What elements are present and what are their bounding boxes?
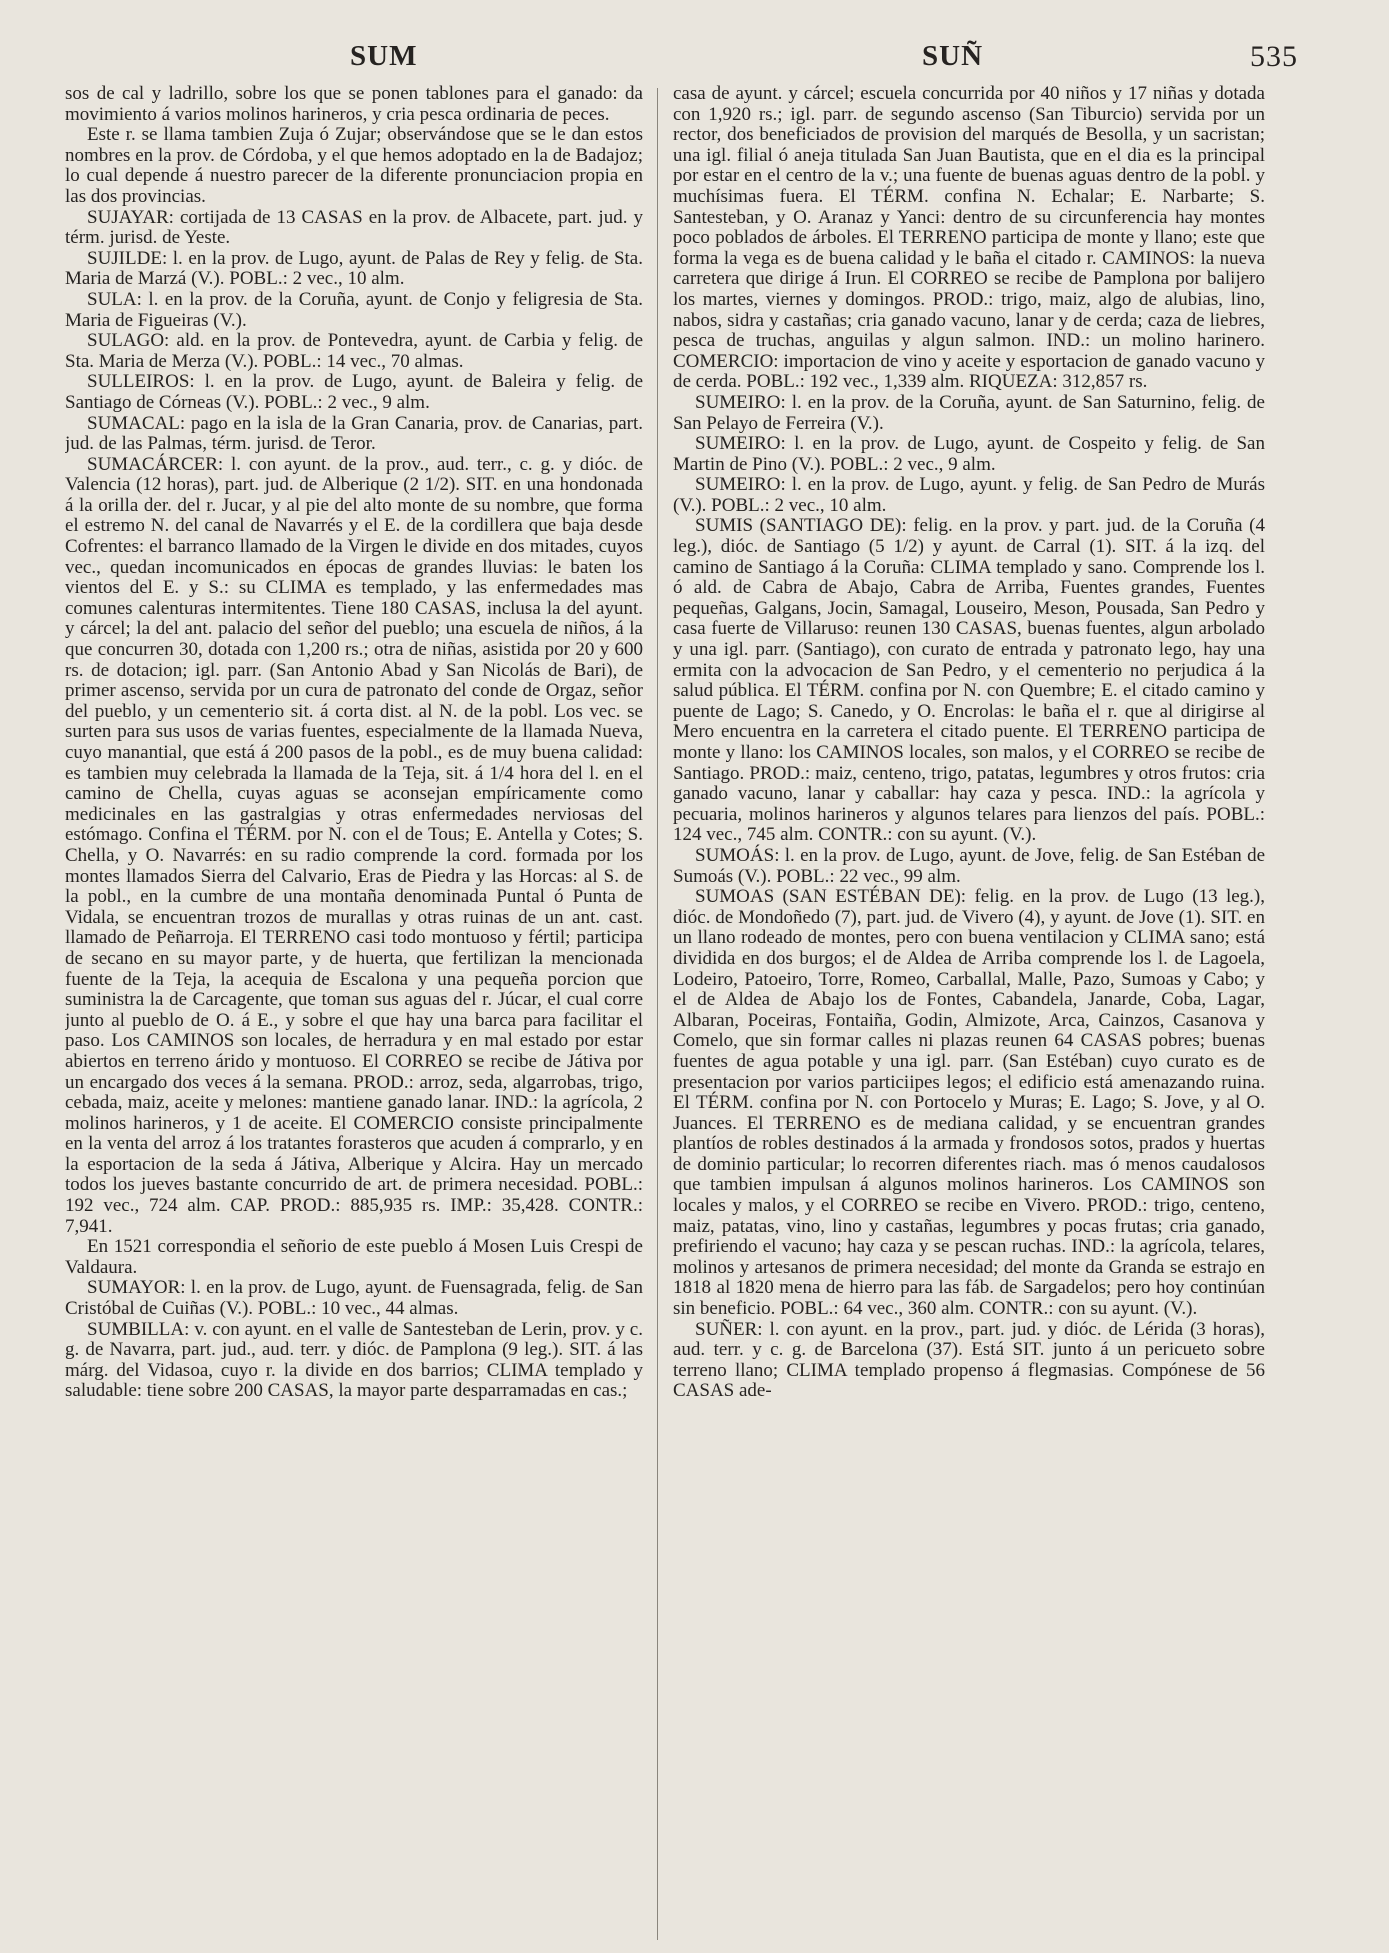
entry-paragraph: SUMOAS (SAN ESTÉBAN DE): felig. en la prov. de Lugo (13 leg.), dióc. de Mondoñedo (7), part. jud. de Vivero (4), y ayunt. de Jove (1). SIT. en un llano rodeado de montes, pero con buena ventilacion y CLIMA sano; está dividida en dos burgos; el de Aldea de Arriba comprende los l. de Lagoela, Lodeiro, Patoeiro, Torre, Romeo, Carballal, Malle, Pazo, Sumoas y Cabo; y el de Aldea de Abajo los de Fontes, Cabandela, Janarde, Coba, Lagar, Albaran, Poceiras, Fontaiña, Godin, Almizote, Arca, Cainzos, Casanova y Comelo, que sin formar calles ni plazas reunen 64 CASAS pobres; buenas fuentes de agua potable y una igl. parr. (San Estéban) cuyo curato es de presentacion por varios particiipes legos; el edificio está amenazando ruina. El TÉRM. confina por N. con Portocelo y Muras; E. Lago; S. Jove, y al O. Juances. El TERRENO es de mediana calidad, y se encuentran grandes plantíos de robles destinados á la armada y frondosos sotos, prados y huertas de dominio particular; lo recorren diferentes riach. mas ó menos caudalosos que tambien impulsan á algunos molinos harineros. Los CAMINOS son locales y malos, y el CORREO se recibe en Vivero. PROD.: trigo, centeno, maiz, patatas, vino, lino y castañas, legumbres y pocas frutas; cria ganado, prefiriendo el vacuno; hay caza y se pescan ruchas. IND.: la agrícola, telares, molinos y artesanos de primera necesidad; del monte da Granda se estrajo en 1818 al 1820 mena de hierro para las fáb. de Sargadelos; pero hoy continúan sin beneficio. POBL.: 64 vec., 360 alm. CONTR.: con su ayunt. (V.). <box>673 886 1265 1320</box>
entry-paragraph: SUMEIRO: l. en la prov. de Lugo, ayunt. y felig. de San Pedro de Murás (V.). POBL.: 2 vec., 10 alm. <box>673 474 1265 516</box>
entry-paragraph: SUJILDE: l. en la prov. de Lugo, ayunt. de Palas de Rey y felig. de Sta. Maria de Marzá (V.). POBL.: 2 vec., 10 alm. <box>65 247 643 290</box>
page-header <box>0 40 1389 80</box>
entry-paragraph: SULAGO: ald. en la prov. de Pontevedra, ayunt. de Carbia y felig. de Sta. Maria de Merza (V.). POBL.: 14 vec., 70 almas. <box>65 330 643 372</box>
entry-paragraph: SUMAYOR: l. en la prov. de Lugo, ayunt. de Fuensagrada, felig. de San Cristóbal de Cuiñas (V.). POBL.: 10 vec., 44 almas. <box>65 1277 643 1320</box>
entry-paragraph: SUMBILLA: v. con ayunt. en el valle de Santesteban de Lerin, prov. y c. g. de Navarra, part. jud., aud. terr. y dióc. de Pamplona (9 leg.). SIT. á las márg. del Vidasoa, cuyo r. la divide en dos barrios; CLIMA templado y saludable: tiene sobre 200 CASAS, la mayor parte desparramadas en cas.; <box>65 1318 643 1402</box>
right-column <box>673 84 1265 1944</box>
entry-paragraph: SUMACÁRCER: l. con ayunt. de la prov., aud. terr., c. g. y dióc. de Valencia (12 horas), part. jud. de Alberique (2 1/2). SIT. en una hondonada á la orilla der. del r. Jucar, y al pie del alto monte de su nombre, que forma el estremo N. del canal de Navarrés y el E. de la cordillera que baja desde Cofrentes: el barranco llamado de la Virgen le divide en dos mitades, cuyos vec., quedan incomunicados en épocas de grandes lluvias: le baten los vientos del E. y S.: su CLIMA es templado, y las enfermedades mas comunes calenturas intermitentes. Tiene 180 CASAS, inclusa la del ayunt. y cárcel; la del ant. palacio del señor del pueblo; una escuela de niños, á la que concurren 30, dotada con 1,200 rs.; otra de niñas, asistida por 20 y 600 rs. de dotacion; igl. parr. (San Antonio Abad y San Nicolás de Bari), de primer ascenso, servida por un cura de patronato del conde de Orgaz, señor del pueblo, y un cementerio sit. á corta dist. al N. de la pobl. Los vec. se surten para sus usos de varias fuentes, especialmente de la llamada Nueva, cuyo manantial, que está á 200 pasos de la pobl., es de muy buena calidad: es tambien muy celebrada la llamada de la Teja, sit. á 1/4 hora del l. en el camino de Chella, cuyas aguas se aconsejan empíricamente como medicinales en las gastralgias y otras enfermedades nerviosas del estómago. Confina el TÉRM. por N. con el de Tous; E. Antella y Cotes; S. Chella, y O. Navarrés: en su radio comprende la cord. formada por los montes llamados Sierra del Calvario, Eras de Piedra y las Horcas: al S. de la pobl., en la cumbre de una montaña denominada Puntal ó Punta de Vidala, se encuentran trozos de murallas y otras ruinas de un ant. cast. llamado de Peñarroja. El TERRENO casi todo montuoso y fértil; participa de secano en su mayor parte, y de huerta, que fertilizan la mencionada fuente de la Teja, la acequia de Escalona y una pequeña porcion que suministra la de Carcagente, que toman sus aguas del r. Júcar, el cual corre junto al pueblo de O. á E., y sobre el que hay una barca para facilitar el paso. Los CAMINOS son locales, de herradura y en mal estado por estar abiertos en terreno árido y montuoso. El CORREO se recibe de Játiva por un encargado dos veces á la semana. PROD.: arroz, seda, algarrobas, trigo, cebada, maiz, aceite y melones: mantiene ganado lanar. IND.: la agrícola, 2 molinos harineros, y 1 de aceite. El COMERCIO consiste principalmente en la venta del arroz á los tratantes forasteros que acuden á comprarlo, y en la esportacion de la seda á Játiva, Alberique y Alcira. Hay un mercado todos los jueves bastante concurrido de art. de primera necesidad. POBL.: 192 vec., 724 alm. CAP. PROD.: 885,935 rs. IMP.: 35,428. CONTR.: 7,941. <box>65 453 643 1237</box>
entry-paragraph: SUÑER: l. con ayunt. en la prov., part. jud. y dióc. de Lérida (3 horas), aud. terr. y c. g. de Barcelona (37). Está SIT. junto á un pericueto sobre terreno llano; CLIMA templado propenso á flegmasias. Compónese de 56 CASAS ade- <box>673 1318 1265 1402</box>
entry-paragraph: casa de ayunt. y cárcel; escuela concurrida por 40 niños y 17 niñas y dotada con 1,920 rs.; igl. parr. de segundo ascenso (San Tiburcio) servida por un rector, dos beneficiados de provision del marqués de Besolla, y un sacristan; una igl. filial ó aneja titulada San Juan Bautista, que en el dia es la principal por estar en el centro de la v.; una fuente de buenas aguas dentro de la pobl. y muchísimas fuera. El TÉRM. confina N. Echalar; E. Narbarte; S. Santesteban, y O. Aranaz y Yanci: dentro de su circunferencia hay montes poco poblados de árboles. El TERRENO participa de monte y llano; este que forma la vega es de buena calidad y le baña el citado r. CAMINOS: la nueva carretera que dirige á Irun. El CORREO se recibe de Pamplona por balijero los martes, viernes y domingos. PROD.: trigo, maiz, algo de alubias, lino, nabos, sidra y castañas; cria ganado vacuno, lanar y de cerda; caza de liebres, pesca de truchas, anguilas y algun salmon. IND.: un molino harinero. COMERCIO: importacion de vino y aceite y esportacion de ganado vacuno y de cerda. POBL.: 192 vec., 1,339 alm. RIQUEZA: 312,857 rs. <box>673 84 1265 393</box>
entry-paragraph: SUMEIRO: l. en la prov. de la Coruña, ayunt. de San Saturnino, felig. de San Pelayo de Ferreira (V.). <box>673 391 1265 434</box>
column-divider <box>657 88 658 1940</box>
entry-paragraph: SUMIS (SANTIAGO DE): felig. en la prov. y part. jud. de la Coruña (4 leg.), dióc. de Santiago (5 1/2) y ayunt. de Carral (1). SIT. á la izq. del camino de Santiago á la Coruña: CLIMA templado y sano. Comprende los l. ó ald. de Cabra de Abajo, Cabra de Arriba, Fuentes grandes, Fuentes pequeñas, Galgans, Jocin, Samagal, Louseiro, Meson, Pousada, San Pedro y casa fuerte de Villaruso: reunen 130 CASAS, buenas fuentes, algun arbolado y una igl. parr. (Santiago), con curato de entrada y patronato lego, hay una ermita con la advocacion de San Pedro, y el cementerio no perjudica á la salud pública. El TÉRM. confina por N. con Quembre; E. el citado camino y puente de Lago; S. Canedo, y O. Encrolas: le baña el r. que al dirigirse al Mero encuentra en la carretera el citado puente. El TERRENO participa de monte y llano: los CAMINOS locales, son malos, y el CORREO se recibe de Santiago. PROD.: maiz, centeno, trigo, patatas, legumbres y otros frutos: cria ganado vacuno, lanar y caballar: hay caza y pesca. IND.: la agrícola y pecuaria, molinos harineros y algunos telares para lienzos del país. POBL.: 124 vec., 745 alm. CONTR.: con su ayunt. (V.). <box>673 515 1265 846</box>
entry-paragraph: En 1521 correspondia el señorio de este pueblo á Mosen Luis Crespi de Valdaura. <box>65 1236 643 1278</box>
entry-paragraph: SULLEIROS: l. en la prov. de Lugo, ayunt. de Baleira y felig. de Santiago de Córneas (V.). POBL.: 2 vec., 9 alm. <box>65 371 643 413</box>
entry-paragraph: SUJAYAR: cortijada de 13 CASAS en la prov. de Albacete, part. jud. y térm. jurisd. de Yeste. <box>65 206 643 249</box>
page-number: 535 <box>1250 40 1298 73</box>
left-column <box>65 84 643 1944</box>
entry-paragraph: SUMOÁS: l. en la prov. de Lugo, ayunt. de Jove, felig. de San Estéban de Sumoás (V.). POBL.: 22 vec., 99 alm. <box>673 844 1265 887</box>
entry-paragraph: SULA: l. en la prov. de la Coruña, ayunt. de Conjo y feligresia de Sta. Maria de Figueiras (V.). <box>65 288 643 331</box>
entry-paragraph: SUMACAL: pago en la isla de la Gran Canaria, prov. de Canarias, part. jud. de las Palmas, térm. jurisd. de Teror. <box>65 412 643 455</box>
entry-paragraph: Este r. se llama tambien Zuja ó Zujar; observándose que se le dan estos nombres en la prov. de Córdoba, y el que hemos adoptado en la de Badajoz; lo cual depende á nuestro parecer de la diferente pronunciacion propia en las dos provincias. <box>65 124 643 207</box>
entry-paragraph: sos de cal y ladrillo, sobre los que se ponen tablones para el ganado: da movimiento á varios molinos harineros, y cria pesca ordinaria de peces. <box>65 84 643 125</box>
entry-paragraph: SUMEIRO: l. en la prov. de Lugo, ayunt. de Cospeito y felig. de San Martin de Pino (V.). POBL.: 2 vec., 9 alm. <box>673 433 1265 475</box>
running-head-left: SUM <box>350 40 418 72</box>
running-head-right: SUÑ <box>922 40 984 72</box>
